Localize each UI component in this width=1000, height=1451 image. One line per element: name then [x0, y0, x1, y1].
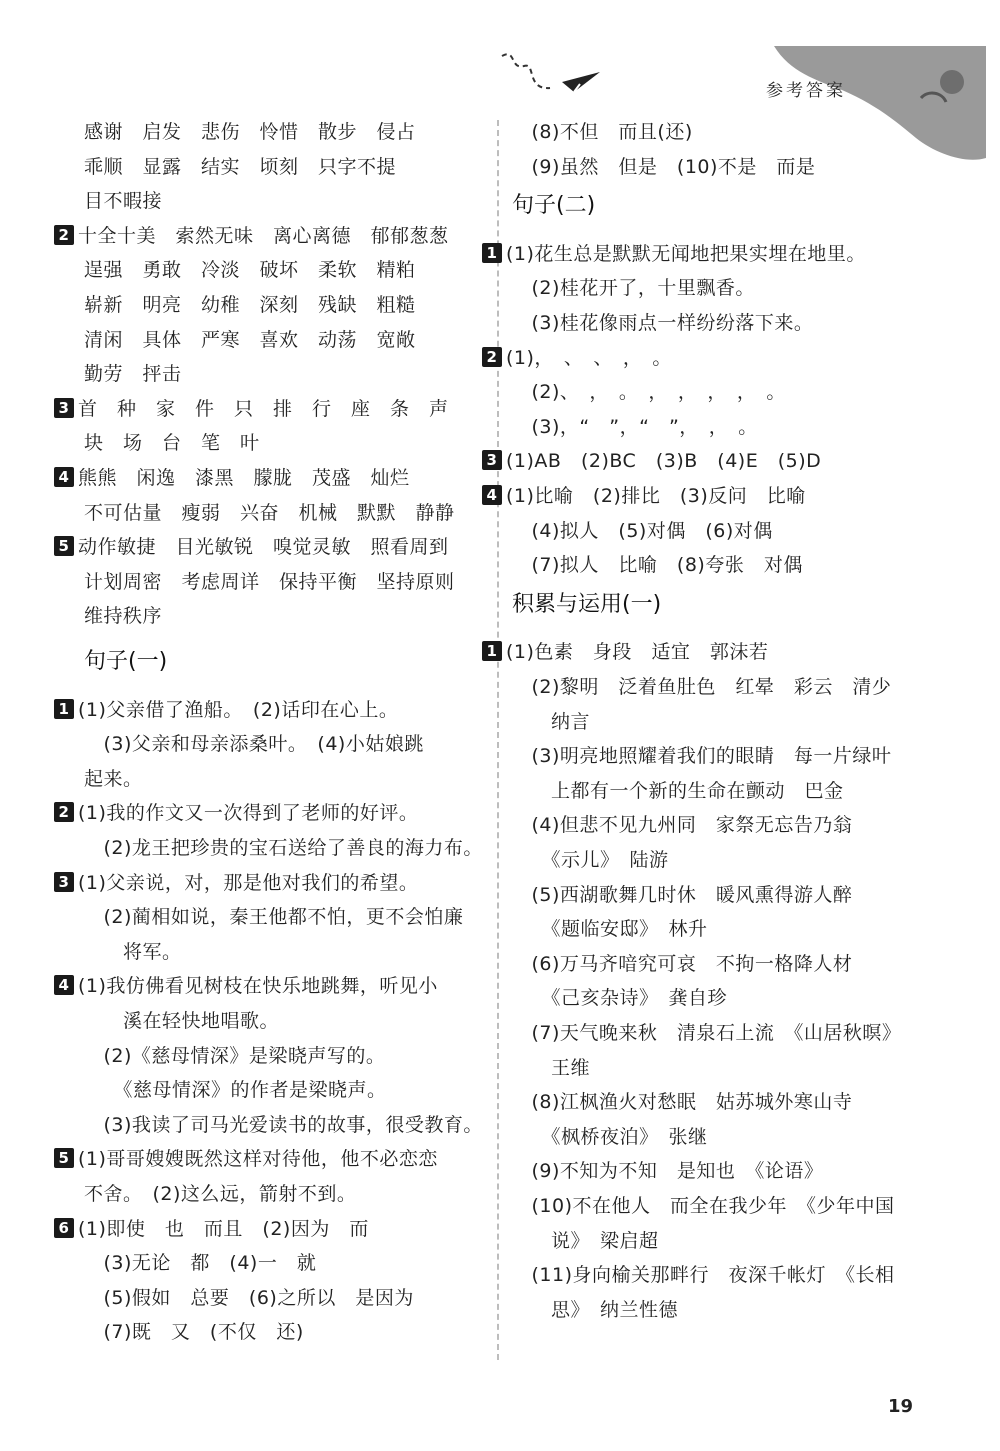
answer-line — [84, 568, 455, 596]
answer-line — [84, 1076, 387, 1104]
answer-line — [512, 378, 786, 406]
answer-line — [84, 1284, 414, 1312]
question-number-badge: 1 — [482, 243, 502, 263]
question-number-badge: 1 — [482, 641, 502, 661]
answer-text: 将军。 — [84, 940, 182, 963]
answer-line — [512, 274, 755, 302]
numbered-answer — [482, 482, 806, 510]
question-number-badge: 2 — [54, 225, 74, 245]
answer-text: 《慈母情深》的作者是梁晓声。 — [84, 1079, 387, 1102]
question-number-badge: 6 — [54, 1218, 74, 1238]
answer-text: 熊熊 闲逸 漆黑 朦胧 茂盛 灿烂 — [78, 467, 410, 489]
answer-line — [84, 360, 182, 388]
answer-text: (1)， 、 、 ， 。 — [506, 346, 672, 369]
answer-text: (3)父亲和母亲添桑叶。 (4)小姑娘跳 — [84, 733, 424, 756]
answer-line — [512, 517, 773, 545]
question-number-badge: 4 — [482, 485, 502, 505]
answer-text: 逞强 勇敢 冷淡 破坏 柔软 精粕 — [84, 259, 416, 282]
answer-text: 十全十美 索然无味 离心离德 郁郁葱葱 — [78, 224, 449, 247]
answer-line — [512, 1227, 659, 1255]
header-title: 参考答案 — [766, 81, 846, 101]
answer-text: (1)花生总是默默无闻地把果实埋在地里。 — [506, 242, 866, 265]
question-number-badge: 3 — [54, 872, 74, 892]
numbered-answer — [54, 1145, 438, 1173]
answer-line — [512, 551, 803, 579]
answer-text: (3)明亮地照耀着我们的眼睛 每一片绿叶 — [512, 745, 892, 768]
answer-text: (2)黎明 泛着鱼肚色 红晕 彩云 清少 — [512, 676, 892, 698]
question-number-badge: 3 — [482, 450, 502, 470]
answer-text: (8)不但 而且(还) — [512, 121, 693, 143]
answer-line — [84, 1111, 483, 1139]
answer-line — [512, 309, 813, 337]
answer-text: (6)万马齐喑究可哀 不拘一格降人材 — [512, 952, 853, 975]
answer-text: (5)假如 总要 (6)之所以 是因为 — [84, 1286, 414, 1309]
numbered-answer — [54, 395, 449, 423]
answer-line — [512, 846, 669, 874]
answer-text: 不舍。 (2)这么远，箭射不到。 — [84, 1183, 357, 1205]
answer-text: (4)拟人 (5)对偶 (6)对偶 — [512, 519, 773, 542]
answer-line — [84, 1318, 304, 1346]
answer-line — [84, 153, 396, 181]
header-decoration — [666, 46, 986, 166]
numbered-answer — [482, 638, 768, 666]
answer-line — [512, 413, 758, 441]
answer-line — [84, 326, 416, 354]
question-number-badge: 2 — [54, 802, 74, 822]
numbered-answer — [54, 1215, 369, 1243]
answer-text: 计划周密 考虑周详 保持平衡 坚持原则 — [84, 570, 455, 593]
answer-text: 《示儿》 陆游 — [512, 849, 669, 871]
answer-text: (2)蔺相如说，秦王他都不怕，更不会怕廉 — [84, 906, 464, 929]
answer-text: (10)不在他人 而全在我少年 《少年中国 — [512, 1195, 895, 1217]
column-divider — [497, 120, 499, 1360]
answer-text: 勤劳 抨击 — [84, 363, 182, 386]
answer-text: 首 种 家 件 只 排 行 座 条 声 — [78, 397, 449, 420]
answer-line — [84, 291, 416, 319]
numbered-answer — [54, 799, 418, 827]
numbered-answer — [54, 696, 398, 724]
answer-text: 溪在轻快地唱歌。 — [84, 1010, 280, 1032]
answer-line — [512, 1157, 823, 1185]
answer-text: (4)但悲不见九州同 家祭无忘告乃翁 — [512, 814, 853, 837]
answer-line — [84, 1007, 279, 1035]
answer-line — [84, 256, 416, 284]
answer-text: (2)桂花开了，十里飘香。 — [512, 277, 755, 300]
section-heading: 句子(一) — [84, 649, 168, 674]
answer-line — [512, 881, 852, 909]
numbered-answer — [54, 972, 438, 1000]
question-number-badge: 4 — [54, 467, 74, 487]
answer-text: (7)拟人 比喻 (8)夸张 对偶 — [512, 554, 803, 577]
answer-text: 目不暇接 — [84, 190, 163, 213]
answer-text: 说》 梁启超 — [512, 1229, 659, 1252]
answer-text: (3)桂花像雨点一样纷纷落下来。 — [512, 312, 814, 334]
numbered-answer — [54, 869, 418, 897]
question-number-badge: 5 — [54, 1148, 74, 1168]
section-heading: 积累与运用(一) — [512, 591, 662, 617]
answer-text: (2)龙王把珍贵的宝石送给了善良的海力布。 — [84, 837, 483, 859]
answer-text: (1)AB (2)BC (3)B (4)E (5)D — [506, 450, 822, 473]
answer-text: (1)我仿佛看见树枝在快乐地跳舞，听见小 — [78, 975, 438, 998]
answer-text: 王维 — [512, 1056, 591, 1079]
answer-text: (1)我的作文又一次得到了老师的好评。 — [78, 802, 419, 825]
answer-text: 不可估量 瘦弱 兴奋 机械 默默 静静 — [84, 501, 455, 524]
answer-line — [84, 187, 162, 215]
answer-line — [512, 984, 727, 1012]
answer-line — [84, 903, 463, 931]
answer-line — [84, 834, 483, 862]
answer-line — [512, 118, 693, 146]
answer-line — [512, 950, 852, 978]
answer-line — [84, 1180, 356, 1208]
answer-text: (1)比喻 (2)排比 (3)反问 比喻 — [506, 485, 806, 507]
answer-line — [84, 765, 143, 793]
question-number-badge: 3 — [54, 398, 74, 418]
answer-line — [512, 153, 815, 181]
question-number-badge: 4 — [54, 975, 74, 995]
answer-line — [512, 811, 852, 839]
answer-line — [512, 708, 590, 736]
answer-text: (1)父亲借了渔船。 (2)话印在心上。 — [78, 698, 399, 721]
answer-line — [512, 777, 844, 805]
answer-text: (1)父亲说，对，那是他对我们的希望。 — [78, 871, 419, 894]
answer-line — [512, 1019, 901, 1047]
answer-text: (3)，“ ”，“ ”， ， 。 — [512, 415, 758, 438]
answer-line — [84, 429, 260, 457]
answer-text: 感谢 启发 悲伤 怜惜 散步 侵占 — [84, 121, 416, 143]
answer-line — [512, 1123, 708, 1151]
answer-text: (1)即使 也 而且 (2)因为 而 — [78, 1217, 369, 1240]
numbered-answer — [482, 240, 866, 268]
question-number-badge: 1 — [54, 699, 74, 719]
answer-line — [84, 499, 455, 527]
answer-text: (1)哥哥嫂嫂既然这样对待他，他不必恋恋 — [78, 1148, 438, 1171]
answer-text: 纳言 — [512, 710, 591, 733]
section-heading: 句子(二) — [512, 193, 596, 219]
paper-plane-icon — [496, 46, 616, 106]
answer-text: (3)我读了司马光爱读书的故事，很受教育。 — [84, 1113, 483, 1136]
answer-line — [512, 1192, 895, 1220]
answer-text: 乖顺 显露 结实 顷刻 只字不提 — [84, 155, 397, 178]
answer-line — [84, 602, 162, 630]
answer-text: 清闲 具体 严寒 喜欢 动荡 宽敞 — [84, 328, 416, 351]
answer-line — [84, 938, 182, 966]
answer-text: 动作敏捷 目光敏锐 嗅觉灵敏 照看周到 — [78, 536, 449, 559]
answer-text: (9)不知为不知 是知也 《论语》 — [512, 1160, 824, 1183]
answer-line — [512, 742, 891, 770]
answer-text: 《题临安邸》 林升 — [512, 918, 708, 941]
numbered-answer — [482, 447, 821, 475]
numbered-answer — [54, 464, 410, 492]
numbered-answer — [54, 222, 449, 250]
answer-text: (8)江枫渔火对愁眠 姑苏城外寒山寺 — [512, 1091, 853, 1114]
answer-line — [84, 118, 416, 146]
page-number: 19 — [888, 1396, 914, 1417]
answer-line — [512, 673, 891, 701]
numbered-answer — [54, 533, 449, 561]
answer-text: 《己亥杂诗》 龚自珍 — [512, 987, 728, 1010]
answer-text: (9)虽然 但是 (10)不是 而是 — [512, 155, 816, 178]
answer-line — [84, 1042, 385, 1070]
answer-text: (2)、 ， 。 ， ， ， ， 。 — [512, 381, 786, 404]
answer-text: (11)身向榆关那畔行 夜深千帐灯 《长相 — [512, 1264, 895, 1287]
answer-text: 维持秩序 — [84, 605, 163, 628]
question-number-badge: 2 — [482, 347, 502, 367]
answer-text: 《枫桥夜泊》 张继 — [512, 1125, 708, 1148]
answer-text: (3)无论 都 (4)一 就 — [84, 1252, 317, 1275]
answer-text: (2)《慈母情深》是梁晓声写的。 — [84, 1044, 386, 1067]
answer-text: (1)色素 身段 适宜 郭沫若 — [506, 641, 769, 664]
answer-text: 块 场 台 笔 叶 — [84, 432, 260, 455]
answer-text: 崭新 明亮 幼稚 深刻 残缺 粗糙 — [84, 294, 416, 316]
answer-line — [84, 1249, 316, 1277]
answer-line — [512, 1054, 590, 1082]
answer-line — [512, 1088, 852, 1116]
answer-line — [512, 915, 708, 943]
answer-text: 思》 纳兰性德 — [512, 1298, 679, 1321]
answer-text: 起来。 — [84, 767, 143, 790]
answer-line — [512, 1261, 895, 1289]
answer-text: (7)天气晚来秋 清泉石上流 《山居秋暝》 — [512, 1022, 902, 1044]
answer-line — [512, 1296, 678, 1324]
numbered-answer — [482, 344, 672, 372]
answer-text: 上都有一个新的生命在颤动 巴金 — [512, 779, 844, 802]
answer-line — [84, 730, 424, 758]
answer-text: (5)西湖歌舞几时休 暖风熏得游人醉 — [512, 883, 853, 906]
answer-text: (7)既 又 (不仅 还) — [84, 1321, 304, 1344]
question-number-badge: 5 — [54, 536, 74, 556]
